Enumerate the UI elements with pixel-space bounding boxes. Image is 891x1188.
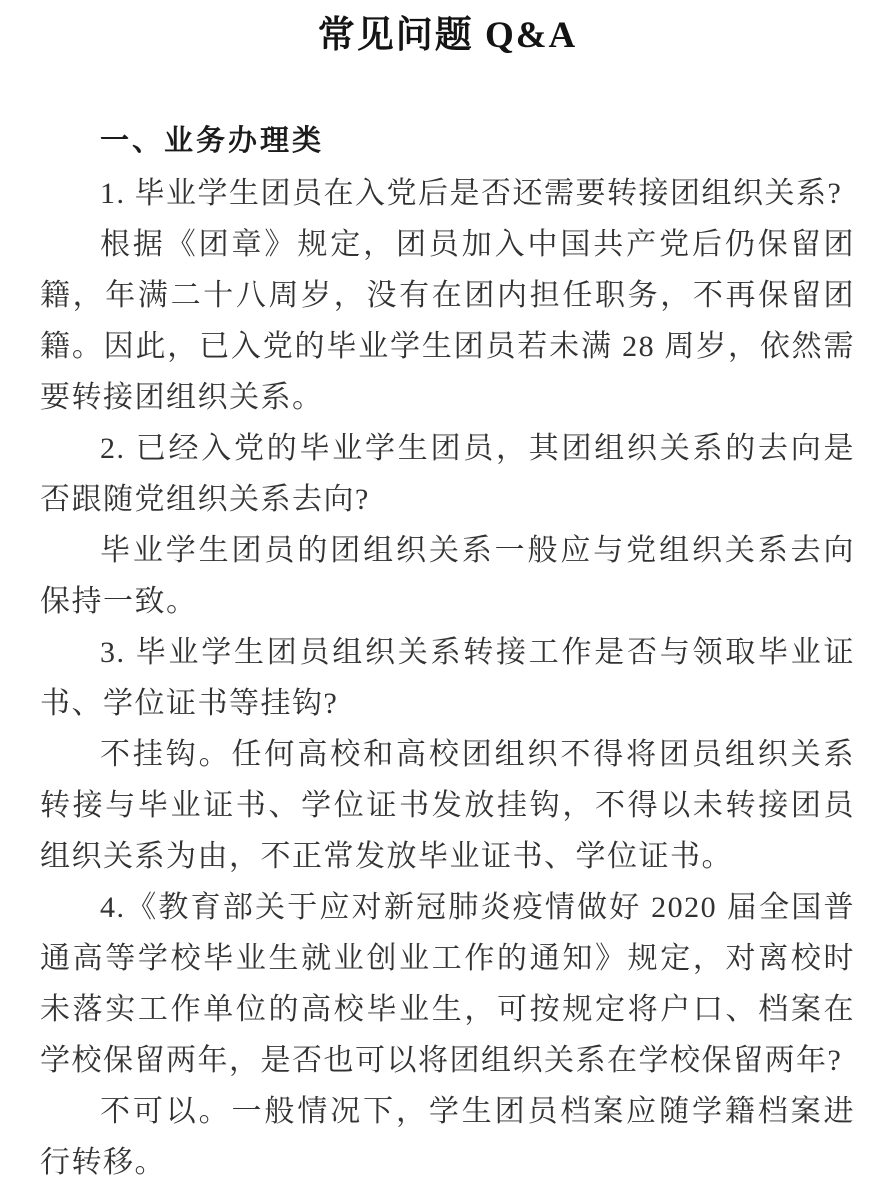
answer-text: 不挂钩。任何高校和高校团组织不得将团员组织关系转接与毕业证书、学位证书发放挂钩，不得以未转接团员组织关系为由，不正常发放毕业证书、学位证书。 <box>40 738 855 873</box>
question-text: 3. 毕业学生团员组织关系转接工作是否与领取毕业证书、学位证书等挂钩? <box>40 636 855 720</box>
qa-item <box>40 423 855 627</box>
page-title: 常见问题 Q&A <box>317 15 578 56</box>
answer-text: 不可以。一般情况下，学生团员档案应随学籍档案进行转移。 <box>40 1095 855 1179</box>
question-text: 4.《教育部关于应对新冠肺炎疫情做好 2020 届全国普通高等学校毕业生就业创业工作的通知》规定，对离校时未落实工作单位的高校毕业生，可按规定将户口、档案在学校保留两年，是否也可以将团组织关系在学校保留两年? <box>40 891 855 1077</box>
qa-item <box>40 882 855 1188</box>
qa-item <box>40 627 855 882</box>
answer-text: 毕业学生团员的团组织关系一般应与党组织关系去向保持一致。 <box>40 534 855 618</box>
qa-list <box>40 168 855 1188</box>
question-text: 2. 已经入党的毕业学生团员，其团组织关系的去向是否跟随党组织关系去向? <box>40 432 855 516</box>
question-text: 1. 毕业学生团员在入党后是否还需要转接团组织关系? <box>100 177 843 210</box>
answer-text: 根据《团章》规定，团员加入中国共产党后仍保留团籍，年满二十八周岁，没有在团内担任职务，不再保留团籍。因此，已入党的毕业学生团员若未满 28 周岁，依然需要转接团组织关系。 <box>40 228 855 414</box>
qa-item <box>40 168 855 423</box>
section-heading: 一、业务办理类 <box>100 125 325 157</box>
